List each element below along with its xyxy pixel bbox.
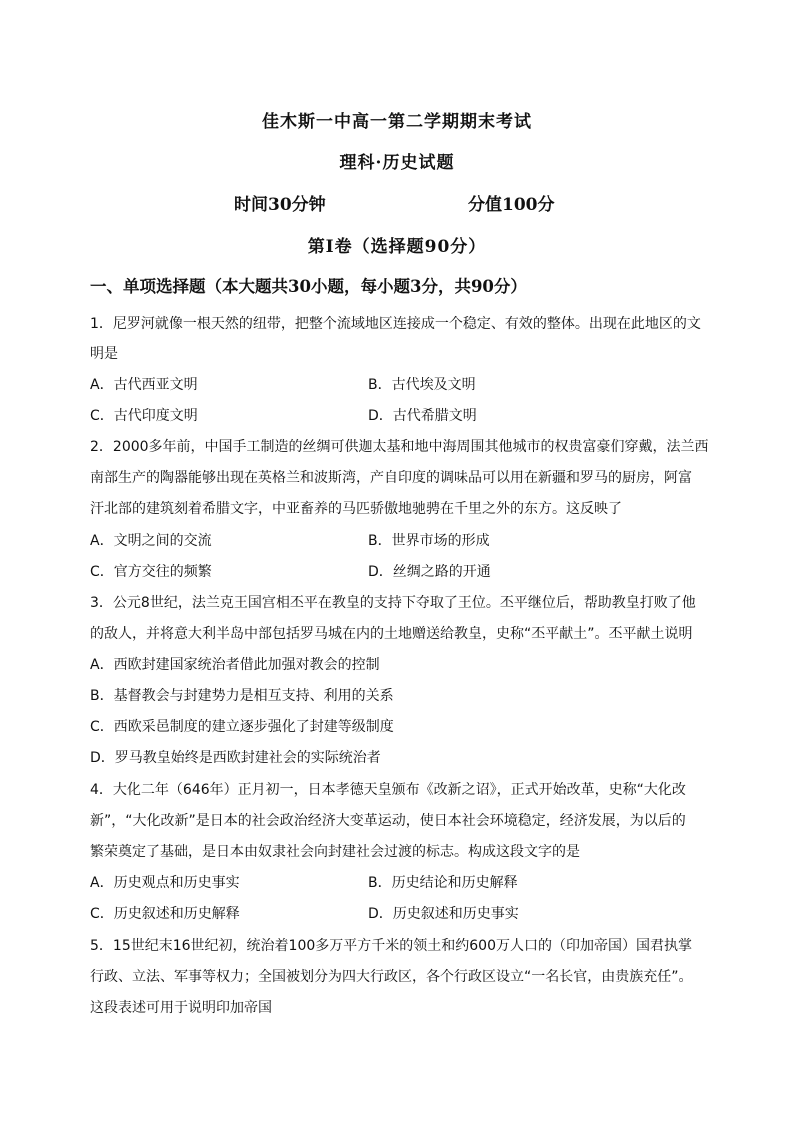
question-1-option-b: B．古代埃及文明 (368, 377, 476, 393)
question-3-option-b: B．基督教会与封建势力是相互支持、利用的关系 (90, 688, 394, 704)
exam-subtitle: 理科·历史试题 (339, 153, 455, 173)
question-4-option-b: B．历史结论和历史解释 (368, 875, 518, 891)
question-2-option-a: A．文明之间的交流 (90, 533, 212, 549)
question-4-line-2: 新”，“大化改新”是日本的社会政治经济大变革运动，使日本社会环境稳定，经济发展，为以后的 (90, 813, 686, 829)
exam-time: 时间30分钟 (234, 195, 326, 215)
question-4-line-3: 繁荣奠定了基础，是日本由奴隶社会向封建社会过渡的标志。构成这段文字的是 (90, 844, 580, 860)
question-3-option-d: D．罗马教皇始终是西欧封建社会的实际统治者 (90, 750, 381, 766)
question-5-line-3: 这段表述可用于说明印加帝国 (90, 1000, 272, 1016)
question-2-line-1: 2．2000多年前，中国手工制造的丝绸可供迦太基和地中海周围其他城市的权贵富豪们穿戴，法兰西 (90, 439, 709, 455)
question-1-line-1: 1．尼罗河就像一根天然的纽带，把整个流域地区连接成一个稳定、有效的整体。出现在此地区的文 (90, 316, 701, 332)
question-1-line-2: 明是 (90, 346, 118, 362)
question-1-option-c: C．古代印度文明 (90, 408, 198, 424)
section-heading: 一、单项选择题（本大题共30小题，每小题3分，共90分） (90, 277, 527, 296)
exam-score: 分值100分 (468, 195, 555, 215)
question-5-line-2: 行政、立法、军事等权力；全国被划分为四大行政区，各个行政区设立“一名长官，由贵族充任”。 (90, 969, 693, 985)
question-3-option-c: C．西欧采邑制度的建立逐步强化了封建等级制度 (90, 719, 394, 735)
question-3-line-2: 的敌人，并将意大利半岛中部包括罗马城在内的土地赠送给教皇，史称“丕平献土”。丕平献土说明 (90, 626, 693, 642)
question-4-option-c: C．历史叙述和历史解释 (90, 906, 240, 922)
question-4-option-a: A．历史观点和历史事实 (90, 875, 240, 891)
question-3-option-a: A．西欧封建国家统治者借此加强对教会的控制 (90, 657, 380, 673)
volume-heading: 第Ⅰ卷（选择题90分） (307, 237, 487, 257)
question-4-option-d: D．历史叙述和历史事实 (368, 906, 519, 922)
question-1-option-a: A．古代西亚文明 (90, 377, 198, 393)
question-5-line-1: 5．15世纪末16世纪初，统治着100多万平方千米的领土和约600万人口的（印加帝国）国君执掌 (90, 938, 692, 954)
question-1-option-d: D．古代希腊文明 (368, 408, 477, 424)
question-2-line-2: 南部生产的陶器能够出现在英格兰和波斯湾，产自印度的调味品可以用在新疆和罗马的厨房，阿富 (90, 470, 692, 486)
question-3-line-1: 3．公元8世纪，法兰克王国宫相丕平在教皇的支持下夺取了王位。丕平继位后，帮助教皇打败了他 (90, 595, 696, 611)
question-2-option-d: D．丝绸之路的开通 (368, 564, 491, 580)
question-4-line-1: 4．大化二年（646年）正月初一，日本孝德天皇颁布《改新之诏》，正式开始改革，史称“大化改 (90, 782, 686, 798)
question-2-line-3: 汗北部的建筑刻着希腊文字，中亚畜养的马匹骄傲地驰骋在千里之外的东方。这反映了 (90, 501, 622, 517)
question-2-option-c: C．官方交往的频繁 (90, 564, 212, 580)
question-2-option-b: B．世界市场的形成 (368, 533, 490, 549)
exam-title: 佳木斯一中高一第二学期期末考试 (262, 112, 532, 132)
